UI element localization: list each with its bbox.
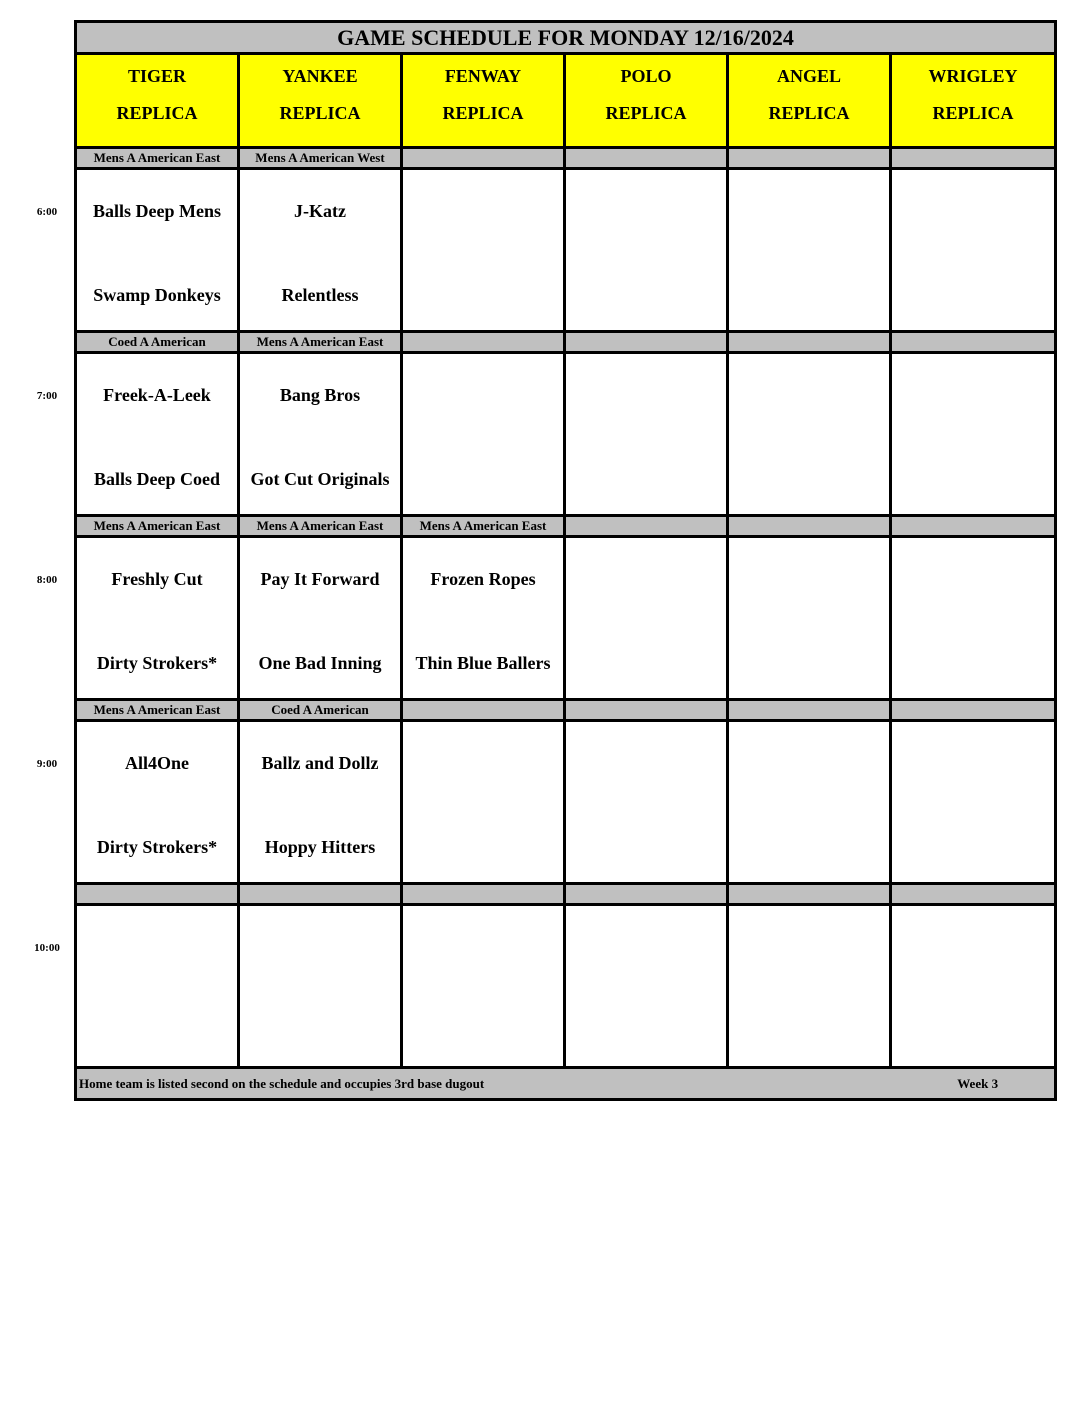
field-header-polo: [565, 54, 728, 148]
division-label: [891, 332, 1056, 353]
home-team: One Bad Inning: [258, 653, 382, 673]
field-name: YANKEE: [282, 66, 358, 86]
home-team: Thin Blue Ballers: [415, 653, 551, 673]
division-label: [565, 332, 728, 353]
division-label: [565, 700, 728, 721]
field-name: ANGEL: [776, 66, 841, 86]
division-label: [728, 516, 891, 537]
game-cell: [239, 721, 402, 884]
division-label: [891, 516, 1056, 537]
division-label: Coed A American: [239, 700, 402, 721]
away-team: J-Katz: [294, 201, 346, 221]
field-name: POLO: [620, 66, 672, 86]
home-team: Hoppy Hitters: [264, 837, 376, 857]
division-label: [402, 884, 565, 905]
home-team: Dirty Strokers*: [96, 653, 218, 673]
game-cell: [565, 721, 728, 884]
division-label: [402, 332, 565, 353]
division-label: Mens A American East: [402, 516, 565, 537]
home-team: Balls Deep Coed: [94, 469, 220, 489]
division-label: Mens A American East: [76, 516, 239, 537]
away-team: Balls Deep Mens: [93, 201, 221, 221]
field-subtitle: REPLICA: [932, 103, 1014, 123]
game-cell: [239, 905, 402, 1068]
time-label: 10:00: [34, 941, 60, 954]
game-cell: [402, 537, 565, 700]
time-slot-row: [76, 169, 1056, 332]
away-team: Freshly Cut: [111, 569, 203, 589]
schedule-footer: [76, 1068, 1056, 1100]
game-cell: [239, 353, 402, 516]
game-cell: [402, 905, 565, 1068]
game-cell: [565, 353, 728, 516]
game-cell: [239, 537, 402, 700]
time-slot-row: [76, 721, 1056, 884]
division-label: [728, 884, 891, 905]
field-header-tiger: [76, 54, 239, 148]
game-cell: [728, 537, 891, 700]
division-label: [565, 516, 728, 537]
schedule-title: GAME SCHEDULE FOR MONDAY 12/16/2024: [76, 22, 1056, 54]
time-slot-row: [76, 353, 1056, 516]
field-header-wrigley: [891, 54, 1056, 148]
division-label: [565, 884, 728, 905]
game-cell: [76, 537, 239, 700]
field-subtitle: REPLICA: [605, 103, 687, 123]
division-label: Mens A American East: [76, 700, 239, 721]
home-team: Swamp Donkeys: [93, 285, 221, 305]
time-label: 6:00: [36, 205, 58, 218]
division-label: [239, 884, 402, 905]
game-cell: [565, 905, 728, 1068]
game-cell: [728, 905, 891, 1068]
away-team: Freek-A-Leek: [103, 385, 211, 405]
away-team: Ballz and Dollz: [261, 753, 379, 773]
field-name: WRIGLEY: [928, 66, 1018, 86]
game-cell: [565, 537, 728, 700]
time-label: 9:00: [36, 757, 58, 770]
home-team-note: Home team is listed second on the schedule and occupies 3rd base dugout: [79, 1075, 485, 1091]
division-label: [565, 148, 728, 169]
time-label: 7:00: [36, 389, 58, 402]
field-subtitle: REPLICA: [768, 103, 850, 123]
time-label: 8:00: [36, 573, 58, 586]
game-cell: [402, 353, 565, 516]
home-team: Relentless: [281, 285, 359, 305]
division-label: Mens A American West: [239, 148, 402, 169]
away-team: Pay It Forward: [260, 569, 380, 589]
game-cell: [565, 169, 728, 332]
schedule-table: [74, 20, 1057, 1101]
game-cell: [402, 169, 565, 332]
game-cell: [891, 537, 1056, 700]
division-label: [728, 332, 891, 353]
home-team: Dirty Strokers*: [96, 837, 218, 857]
field-subtitle: REPLICA: [116, 103, 198, 123]
field-header-yankee: [239, 54, 402, 148]
division-label: [891, 884, 1056, 905]
field-subtitle: REPLICA: [279, 103, 361, 123]
division-label: [76, 884, 239, 905]
field-header-fenway: [402, 54, 565, 148]
game-cell: [891, 905, 1056, 1068]
away-team: All4One: [124, 753, 189, 773]
game-cell: [728, 169, 891, 332]
game-cell: [76, 721, 239, 884]
game-cell: [239, 169, 402, 332]
game-cell: [891, 721, 1056, 884]
time-slot-row: [76, 537, 1056, 700]
away-team: Frozen Ropes: [430, 569, 536, 589]
game-cell: [728, 721, 891, 884]
division-label: Coed A American: [76, 332, 239, 353]
game-cell: [891, 169, 1056, 332]
game-cell: [76, 905, 239, 1068]
game-cell: [76, 169, 239, 332]
division-label: Mens A American East: [76, 148, 239, 169]
game-cell: [76, 353, 239, 516]
week-label: Week 3: [957, 1075, 999, 1091]
division-label: Mens A American East: [239, 516, 402, 537]
division-label: Mens A American East: [239, 332, 402, 353]
game-cell: [728, 353, 891, 516]
division-label: [402, 700, 565, 721]
division-label: [402, 148, 565, 169]
away-team: Bang Bros: [279, 385, 361, 405]
field-subtitle: REPLICA: [442, 103, 524, 123]
field-header-angel: [728, 54, 891, 148]
division-label: [728, 148, 891, 169]
division-label: [891, 148, 1056, 169]
division-label: [891, 700, 1056, 721]
field-name: FENWAY: [444, 66, 522, 86]
home-team: Got Cut Originals: [250, 469, 390, 489]
field-name: TIGER: [127, 66, 187, 86]
game-cell: [402, 721, 565, 884]
division-label: [728, 700, 891, 721]
time-slot-row: [76, 905, 1056, 1068]
game-cell: [891, 353, 1056, 516]
